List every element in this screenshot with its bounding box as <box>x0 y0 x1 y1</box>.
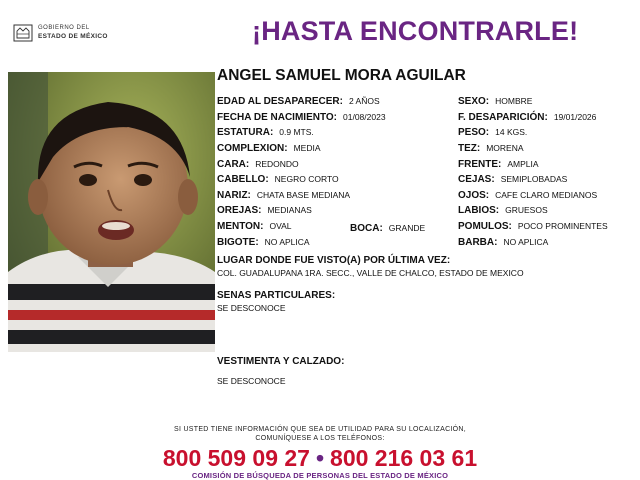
field-label: CEJAS: <box>458 174 495 185</box>
field-label: OREJAS: <box>217 205 262 216</box>
field-sexo <box>458 96 532 107</box>
field-labios <box>458 205 548 216</box>
field-barba <box>458 237 548 248</box>
field-value: POCO PROMINENTES <box>517 221 608 231</box>
field-label: BARBA: <box>458 237 498 248</box>
field-label: ESTATURA: <box>217 127 274 138</box>
field-menton <box>217 221 292 232</box>
vestimenta-value: SE DESCONOCE <box>217 376 286 386</box>
field-f-desaparicion <box>458 112 596 123</box>
senas-value: SE DESCONOCE <box>217 303 286 313</box>
field-label: BOCA: <box>350 223 383 234</box>
field-label: FECHA DE NACIMIENTO: <box>217 112 337 123</box>
missing-person-photo <box>8 72 215 352</box>
field-label: POMULOS: <box>458 221 512 232</box>
field-value: NEGRO CORTO <box>274 174 339 184</box>
last-seen-value: COL. GUADALUPANA 1RA. SECC., VALLE DE CHALCO, ESTADO DE MEXICO <box>217 268 524 278</box>
field-label: OJOS: <box>458 190 490 201</box>
field-value: NO APLICA <box>503 237 549 247</box>
field-cabello <box>217 174 339 185</box>
government-logo <box>12 22 122 46</box>
phone-numbers <box>0 445 640 472</box>
field-label: TEZ: <box>458 143 481 154</box>
field-value: 0.9 MTS. <box>279 127 314 137</box>
field-value: MEDIA <box>293 143 321 153</box>
field-label: F. DESAPARICIÓN: <box>458 112 548 123</box>
field-label: COMPLEXION: <box>217 143 288 154</box>
field-value: CAFE CLARO MEDIANOS <box>495 190 598 200</box>
field-label: NARIZ: <box>217 190 251 201</box>
field-value: CHATA BASE MEDIANA <box>256 190 351 200</box>
field-label: MENTON: <box>217 221 264 232</box>
field-pomulos <box>458 221 608 232</box>
field-value: AMPLIA <box>507 159 539 169</box>
field-value: NO APLICA <box>264 237 310 247</box>
headline: ¡HASTA ENCONTRARLE! <box>252 16 579 46</box>
field-label: CABELLO: <box>217 174 269 185</box>
field-value: 01/08/2023 <box>343 112 386 122</box>
person-name: ANGEL SAMUEL MORA AGUILAR <box>217 67 466 84</box>
field-nariz <box>217 190 350 201</box>
vestimenta-label: VESTIMENTA Y CALZADO: <box>217 356 345 367</box>
field-value: OVAL <box>269 221 292 231</box>
field-value: HOMBRE <box>495 96 533 106</box>
field-complexion <box>217 143 320 154</box>
field-tez <box>458 143 524 154</box>
contact-info-line-2: COMUNÍQUESE A LOS TELÉFONOS: <box>255 435 385 442</box>
field-estatura <box>217 127 314 138</box>
contact-info-line-1: SI USTED TIENE INFORMACIÓN QUE SEA DE UTILIDAD PARA SU LOCALIZACIÓN, <box>173 426 467 433</box>
last-seen-label: LUGAR DONDE FUE VISTO(A) POR ÚLTIMA VEZ: <box>217 255 451 266</box>
field-fecha-nacimiento <box>217 112 386 123</box>
logo-line-2: ESTADO DE MÉXICO <box>38 33 108 40</box>
field-value: GRANDE <box>388 223 426 233</box>
field-label: FRENTE: <box>458 159 502 170</box>
field-cejas <box>458 174 567 185</box>
field-label: LABIOS: <box>458 205 500 216</box>
state-emblem-icon <box>12 22 34 44</box>
field-edad <box>217 96 380 107</box>
field-frente <box>458 159 539 170</box>
commission-footer: COMISIÓN DE BÚSQUEDA DE PERSONAS DEL ESTADO DE MÉXICO <box>191 471 449 480</box>
field-value: 2 AÑOS <box>348 96 380 106</box>
field-value: GRUESOS <box>505 205 548 215</box>
field-value: SEMIPLOBADAS <box>500 174 568 184</box>
field-boca <box>350 223 425 234</box>
phone-separator: • <box>315 445 325 471</box>
field-label: EDAD AL DESAPARECER: <box>217 96 343 107</box>
field-label: SEXO: <box>458 96 490 107</box>
field-peso <box>458 127 527 138</box>
senas-label: SENAS PARTICULARES: <box>217 290 336 301</box>
field-bigote <box>217 237 310 248</box>
field-cara <box>217 159 299 170</box>
field-label: PESO: <box>458 127 490 138</box>
phone-number-2[interactable]: 800 216 03 61 <box>330 445 478 471</box>
field-label: BIGOTE: <box>217 237 259 248</box>
field-value: MORENA <box>486 143 524 153</box>
field-value: 19/01/2026 <box>553 112 597 122</box>
field-value: REDONDO <box>255 159 299 169</box>
field-value: 14 KGS. <box>495 127 528 137</box>
phone-number-1[interactable]: 800 509 09 27 <box>162 445 310 471</box>
logo-line-1: GOBIERNO DEL <box>38 25 90 31</box>
field-label: CARA: <box>217 159 250 170</box>
field-orejas <box>217 205 312 216</box>
field-ojos <box>458 190 597 201</box>
field-value: MEDIANAS <box>267 205 312 215</box>
